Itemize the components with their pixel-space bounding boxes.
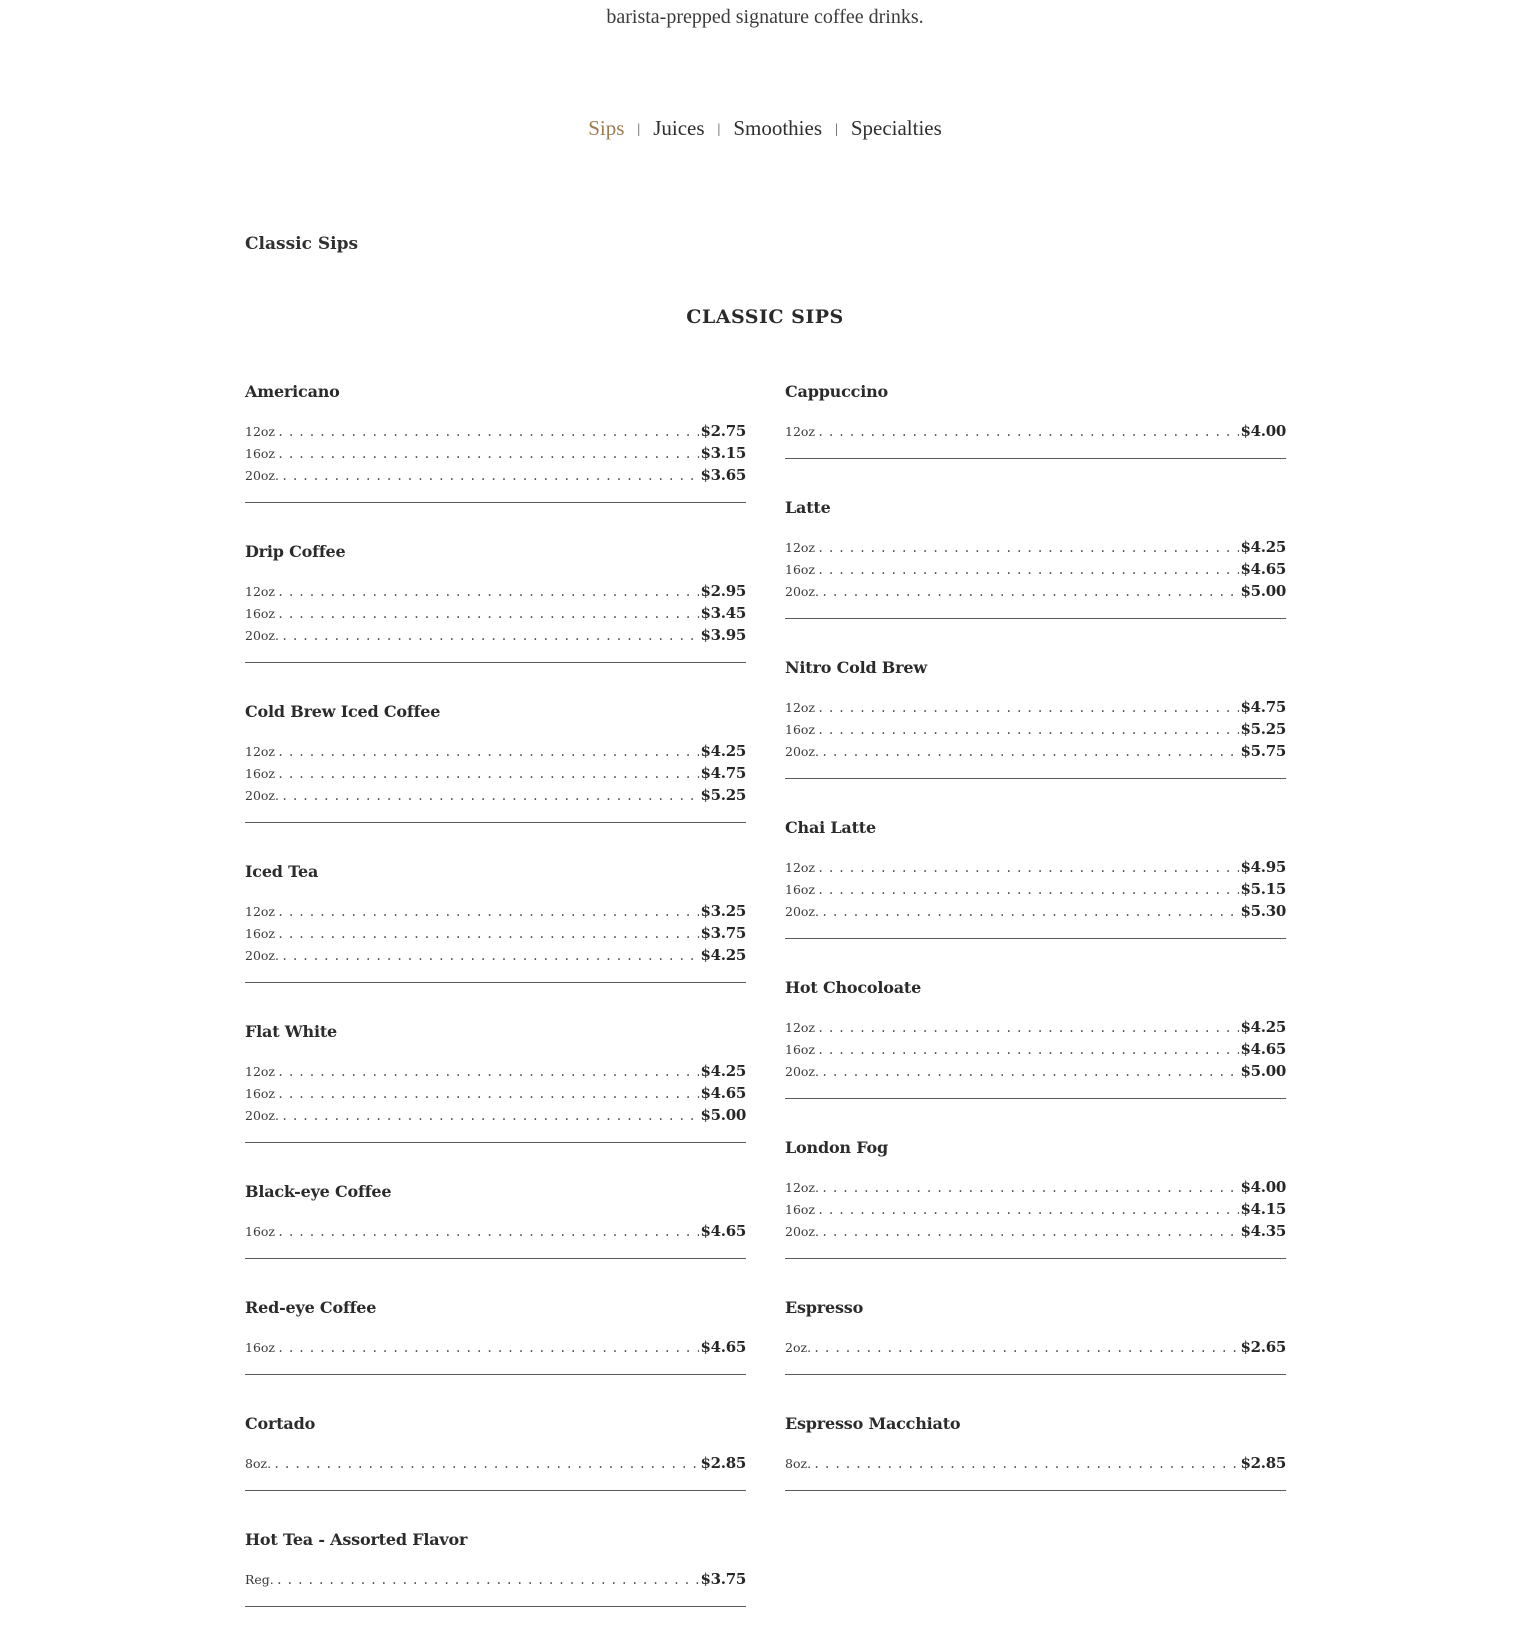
price-value: $2.65 [1240,1338,1286,1356]
price-value: $2.85 [700,1454,746,1472]
menu-category-nav [0,116,1530,141]
dot-leader [277,581,698,603]
menu-column-left [245,381,746,1645]
menu-item-name: Americano [245,382,340,401]
size-label: 8oz. [245,1456,272,1471]
size-label: 16oz [245,1086,276,1101]
menu-item [785,1297,1286,1375]
price-value: $4.65 [700,1338,746,1356]
price-value: $3.75 [700,1570,746,1588]
price-value: $4.00 [1240,1178,1286,1196]
dot-leader [817,719,1238,741]
price-value: $4.65 [700,1222,746,1240]
menu-item [245,1413,746,1491]
price-value: $2.95 [700,582,746,600]
dot-leader [273,1453,698,1475]
size-label: 16oz [785,722,816,737]
nav-separator: | [717,121,721,137]
menu-item-name: Red-eye Coffee [245,1298,377,1317]
price-value: $5.00 [1240,582,1286,600]
size-label: 20oz. [245,468,279,483]
size-label: 16oz [785,1042,816,1057]
size-label: 20oz. [245,788,279,803]
dot-leader [277,741,698,763]
menu-item [785,1137,1286,1259]
size-label: 16oz [245,1224,276,1239]
price-row [245,944,746,966]
price-value: $3.75 [700,924,746,942]
nav-separator: | [835,121,838,137]
dot-leader [277,1221,698,1243]
price-value: $5.00 [700,1106,746,1124]
price-row [245,1082,746,1104]
size-label: 12oz [785,424,816,439]
price-value: $5.25 [1240,720,1286,738]
price-row [785,878,1286,900]
price-row [785,900,1286,922]
price-row [245,922,746,944]
price-row [785,1060,1286,1082]
price-value: $3.25 [700,902,746,920]
dot-leader [277,421,698,443]
dot-leader [817,559,1238,581]
price-value: $4.00 [1240,422,1286,440]
price-row [785,580,1286,602]
tab-juices[interactable]: Juices [653,116,705,140]
dot-leader [281,785,699,807]
dot-leader [277,443,698,465]
size-label: 16oz [785,562,816,577]
price-row [785,1336,1286,1358]
price-value: $3.65 [700,466,746,484]
menu-item-name: Drip Coffee [245,542,346,561]
dot-leader [281,465,699,487]
price-value: $4.25 [700,742,746,760]
price-value: $4.35 [1240,1222,1286,1240]
price-row [785,696,1286,718]
price-value: $5.00 [1240,1062,1286,1080]
menu-item-name: Black-eye Coffee [245,1182,392,1201]
price-value: $4.65 [1240,560,1286,578]
size-label: 20oz. [785,1064,819,1079]
size-label: 8oz. [785,1456,812,1471]
size-label: 16oz [245,1340,276,1355]
size-label: 12oz [245,424,276,439]
size-label: 12oz [785,700,816,715]
size-label: 16oz [245,926,276,941]
menu-item [245,1021,746,1143]
price-value: $4.75 [700,764,746,782]
price-value: $4.15 [1240,1200,1286,1218]
dot-leader [821,1061,1239,1083]
price-value: $5.75 [1240,742,1286,760]
size-label: 20oz. [245,628,279,643]
price-row [785,1452,1286,1474]
menu-item [785,657,1286,779]
price-value: $2.85 [1240,1454,1286,1472]
price-row [785,558,1286,580]
dot-leader [817,697,1238,719]
size-label: 12oz [245,744,276,759]
price-row [245,1060,746,1082]
dot-leader [817,1199,1238,1221]
price-row [245,740,746,762]
menu-item-name: Cappuccino [785,382,888,401]
dot-leader [277,901,698,923]
price-row [785,718,1286,740]
price-value: $4.25 [700,946,746,964]
menu-item-name: Hot Tea - Assorted Flavor [245,1530,468,1549]
menu-item-name: Cortado [245,1414,316,1433]
menu-column-right [785,381,1286,1529]
price-value: $4.25 [700,1062,746,1080]
dot-leader [821,1221,1239,1243]
price-row [245,1220,746,1242]
price-value: $4.95 [1240,858,1286,876]
menu-item-name: Iced Tea [245,862,319,881]
price-row [245,624,746,646]
price-value: $3.45 [700,604,746,622]
dot-leader [276,1569,699,1591]
size-label: 20oz. [245,1108,279,1123]
price-row [245,1568,746,1590]
menu-item-name: Espresso Macchiato [785,1414,961,1433]
section-title: CLASSIC SIPS [686,306,844,328]
menu-item [785,497,1286,619]
dot-leader [277,1061,698,1083]
menu-item-name: Flat White [245,1022,338,1041]
dot-leader [821,901,1239,923]
menu-item [785,1413,1286,1491]
dot-leader [277,923,698,945]
menu-item-name: Nitro Cold Brew [785,658,927,677]
dot-leader [817,537,1238,559]
menu-item [245,701,746,823]
dot-leader [817,421,1238,443]
dot-leader [277,603,698,625]
price-value: $4.75 [1240,698,1286,716]
price-value: $4.65 [1240,1040,1286,1058]
size-label: 12oz [785,1020,816,1035]
tab-specialties[interactable]: Specialties [850,116,942,140]
menu-item-name: Cold Brew Iced Coffee [245,702,441,721]
price-value: $3.95 [700,626,746,644]
price-value: $5.30 [1240,902,1286,920]
price-row [785,1016,1286,1038]
price-row [245,762,746,784]
menu-item [785,977,1286,1099]
price-row [785,1176,1286,1198]
nav-separator: | [637,121,641,137]
menu-item-name: Hot Chocoloate [785,978,922,997]
dot-leader [281,1105,699,1127]
price-value: $4.65 [700,1084,746,1102]
price-value: $4.25 [1240,538,1286,556]
menu-item [785,381,1286,459]
size-label: 12oz [785,540,816,555]
price-row [245,602,746,624]
price-row [785,740,1286,762]
size-label: 20oz. [785,904,819,919]
dot-leader [277,1083,698,1105]
size-label: Reg. [245,1572,274,1587]
size-label: 20oz. [785,744,819,759]
price-row [245,464,746,486]
dot-leader [817,1017,1238,1039]
dot-leader [817,1039,1238,1061]
menu-item-name: Chai Latte [785,818,876,837]
price-row [785,856,1286,878]
dot-leader [817,857,1238,879]
price-row [245,420,746,442]
price-row [785,1038,1286,1060]
price-row [785,1198,1286,1220]
dot-leader [281,625,699,647]
price-row [785,420,1286,442]
dot-leader [281,945,699,967]
size-label: 12oz [785,860,816,875]
dot-leader [821,1177,1239,1199]
price-row [245,1104,746,1126]
price-row [245,900,746,922]
menu-item [245,861,746,983]
menu-item [245,1529,746,1607]
price-row [245,442,746,464]
size-label: 16oz [245,446,276,461]
price-row [785,536,1286,558]
price-value: $3.15 [700,444,746,462]
price-row [245,1452,746,1474]
dot-leader [813,1453,1238,1475]
menu-item [245,1181,746,1259]
size-label: 12oz [245,584,276,599]
size-label: 20oz. [785,1224,819,1239]
size-label: 20oz. [245,948,279,963]
dot-leader [817,879,1238,901]
menu-item-name: Espresso [785,1298,864,1317]
size-label: 12oz [245,1064,276,1079]
size-label: 2oz. [785,1340,812,1355]
price-row [245,1336,746,1358]
size-label: 12oz. [785,1180,819,1195]
menu-item [245,381,746,503]
menu-item-name: Latte [785,498,831,517]
tab-smoothies[interactable]: Smoothies [733,116,823,140]
price-row [245,580,746,602]
menu-item [245,541,746,663]
menu-item [785,817,1286,939]
size-label: 12oz [245,904,276,919]
size-label: 16oz [785,1202,816,1217]
tab-sips[interactable]: Sips [588,116,625,140]
size-label: 16oz [245,606,276,621]
dot-leader [813,1337,1238,1359]
dot-leader [277,763,698,785]
menu-item [245,1297,746,1375]
price-value: $2.75 [700,422,746,440]
price-row [245,784,746,806]
size-label: 16oz [245,766,276,781]
price-row [785,1220,1286,1242]
section-label: Classic Sips [245,234,359,254]
price-value: $5.15 [1240,880,1286,898]
dot-leader [277,1337,698,1359]
dot-leader [821,741,1239,763]
size-label: 16oz [785,882,816,897]
dot-leader [821,581,1239,603]
menu-item-name: London Fog [785,1138,888,1157]
price-value: $4.25 [1240,1018,1286,1036]
size-label: 20oz. [785,584,819,599]
price-value: $5.25 [700,786,746,804]
intro-text: barista-prepped signature coffee drinks. [606,6,924,28]
